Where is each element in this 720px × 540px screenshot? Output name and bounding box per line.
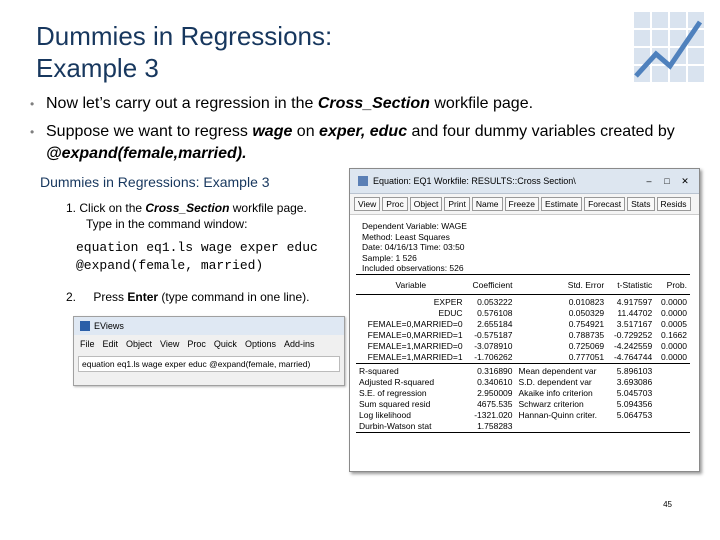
slide-title-line1: Dummies in Regressions: bbox=[36, 21, 333, 51]
chart-logo-icon bbox=[632, 10, 708, 84]
equation-window bbox=[349, 168, 700, 472]
table-cell: FEMALE=1,MARRIED=0 bbox=[367, 340, 463, 351]
menu-item-add-ins[interactable]: Add-ins bbox=[283, 339, 315, 349]
column-header: t-Statistic bbox=[617, 279, 653, 290]
column-header: Coefficient bbox=[472, 279, 513, 290]
equation-icon bbox=[358, 176, 368, 186]
menu-item-file[interactable]: File bbox=[80, 339, 95, 349]
table-row bbox=[356, 297, 690, 308]
column-header: Variable bbox=[395, 279, 427, 290]
stats-row bbox=[356, 410, 690, 421]
estimate-button[interactable]: Estimate bbox=[541, 197, 582, 211]
bullet-1: • Now let’s carry out a regression in the Cross_Section workfile page. bbox=[30, 95, 534, 112]
table-cell: 0.725069 bbox=[568, 340, 605, 351]
table-cell: FEMALE=1,MARRIED=1 bbox=[367, 351, 463, 362]
table-row bbox=[356, 352, 690, 364]
bullet-list bbox=[30, 93, 710, 165]
view-button[interactable]: View bbox=[354, 197, 380, 211]
eviews-titlebar: EViews bbox=[74, 317, 344, 335]
table-cell: 4.917597 bbox=[616, 296, 653, 307]
table-row bbox=[356, 319, 690, 330]
stats-cell: -1321.020 bbox=[474, 409, 513, 420]
embedded-slide-title: Dummies in Regressions: Example 3 bbox=[40, 174, 270, 190]
table-cell: -3.078910 bbox=[474, 340, 513, 351]
table-cell: EDUC bbox=[438, 307, 463, 318]
stats-row bbox=[356, 377, 690, 388]
forecast-button[interactable]: Forecast bbox=[584, 197, 625, 211]
step-1: 1. Click on the Cross_Section workfile page. Type in the command window: bbox=[66, 201, 307, 231]
table-cell: 0.1662 bbox=[661, 329, 687, 340]
stats-cell: 0.316890 bbox=[477, 365, 513, 376]
table-separator bbox=[356, 432, 690, 435]
table-cell: -4.764744 bbox=[613, 351, 653, 362]
eviews-menu-bar bbox=[74, 335, 344, 353]
table-cell: 0.0000 bbox=[661, 351, 687, 362]
stats-row bbox=[356, 366, 690, 377]
step-2: 2. Press Enter (type command in one line). bbox=[66, 290, 310, 304]
table-cell: 0.777051 bbox=[568, 351, 605, 362]
stats-cell: 2.950009 bbox=[477, 387, 513, 398]
stats-button[interactable]: Stats bbox=[627, 197, 654, 211]
table-cell: -0.729252 bbox=[613, 329, 653, 340]
table-cell: -1.706262 bbox=[474, 351, 513, 362]
slide-title bbox=[36, 20, 332, 84]
eviews-app-icon bbox=[80, 321, 90, 331]
stats-cell: 5.045703 bbox=[616, 387, 653, 398]
table-cell: 3.517167 bbox=[616, 318, 653, 329]
stats-cell: Log likelihood bbox=[359, 409, 411, 420]
proc-button[interactable]: Proc bbox=[382, 197, 407, 211]
stats-cell: Sum squared resid bbox=[359, 398, 431, 409]
table-cell: FEMALE=0,MARRIED=1 bbox=[367, 329, 463, 340]
equation-titlebar: Equation: EQ1 Workfile: RESULTS::Cross Section\ – □ ✕ bbox=[350, 169, 699, 194]
command-text: equation eq1.ls wage exper educ @expand(female, married) bbox=[76, 240, 318, 273]
stats-cell: Schwarz criterion bbox=[518, 398, 584, 409]
instruction-steps bbox=[66, 200, 366, 305]
slide-title-line2: Example 3 bbox=[36, 53, 159, 83]
close-icon[interactable]: ✕ bbox=[681, 175, 689, 186]
table-cell: 2.655184 bbox=[477, 318, 513, 329]
header-line: Method: Least Squares bbox=[362, 231, 450, 242]
print-button[interactable]: Print bbox=[444, 197, 469, 211]
table-cell: 0.010823 bbox=[568, 296, 605, 307]
menu-item-proc[interactable]: Proc bbox=[187, 339, 206, 349]
stats-cell: S.E. of regression bbox=[359, 387, 427, 398]
coefficient-table bbox=[356, 274, 690, 435]
equation-toolbar bbox=[350, 194, 699, 215]
stats-cell: 0.340610 bbox=[477, 376, 513, 387]
menu-item-object[interactable]: Object bbox=[126, 339, 153, 349]
menu-item-view[interactable]: View bbox=[160, 339, 180, 349]
header-line: Dependent Variable: WAGE bbox=[362, 221, 467, 231]
command-window-input[interactable]: equation eq1.ls wage exper educ @expand(female, married) bbox=[78, 356, 340, 372]
table-cell: 0.0000 bbox=[661, 307, 687, 318]
menu-item-edit[interactable]: Edit bbox=[102, 339, 119, 349]
resids-button[interactable]: Resids bbox=[657, 197, 691, 211]
table-cell: 0.053222 bbox=[477, 296, 513, 307]
column-header: Std. Error bbox=[567, 279, 605, 290]
stats-cell: 5.896103 bbox=[616, 365, 653, 376]
stats-row bbox=[356, 421, 690, 433]
stats-cell: Durbin-Watson stat bbox=[359, 420, 432, 431]
table-cell: EXPER bbox=[433, 296, 463, 307]
stats-cell: 4675.535 bbox=[477, 398, 513, 409]
table-row bbox=[356, 330, 690, 341]
table-header-row bbox=[356, 277, 690, 295]
stats-row bbox=[356, 399, 690, 410]
table-cell: -0.575187 bbox=[474, 329, 513, 340]
table-cell: 0.0000 bbox=[661, 296, 687, 307]
table-cell: FEMALE=0,MARRIED=0 bbox=[367, 318, 463, 329]
stats-cell: 5.094356 bbox=[616, 398, 653, 409]
menu-item-options[interactable]: Options bbox=[244, 339, 276, 349]
page-number: 45 bbox=[663, 500, 672, 509]
stats-row bbox=[356, 388, 690, 399]
stats-cell: S.D. dependent var bbox=[518, 376, 592, 387]
stats-cell: Hannan-Quinn criter. bbox=[518, 409, 597, 420]
menu-item-quick[interactable]: Quick bbox=[213, 339, 237, 349]
header-line: Sample: 1 526 bbox=[362, 252, 417, 263]
maximize-icon[interactable]: □ bbox=[664, 175, 670, 186]
stats-cell: 1.758283 bbox=[477, 420, 513, 431]
table-row bbox=[356, 308, 690, 319]
table-cell: 0.754921 bbox=[568, 318, 605, 329]
stats-cell: Mean dependent var bbox=[518, 365, 597, 376]
stats-cell: R-squared bbox=[359, 365, 399, 376]
table-cell: 0.050329 bbox=[568, 307, 605, 318]
table-row bbox=[356, 341, 690, 352]
column-header: Prob. bbox=[666, 279, 687, 290]
stats-cell: 3.693086 bbox=[616, 376, 653, 387]
table-cell: 0.576108 bbox=[477, 307, 513, 318]
table-cell: 11.44702 bbox=[617, 307, 653, 318]
stats-cell bbox=[516, 421, 608, 433]
header-line: Date: 04/16/13 Time: 03:50 bbox=[362, 242, 465, 252]
freeze-button[interactable]: Freeze bbox=[505, 197, 539, 211]
table-cell: 0.0005 bbox=[661, 318, 687, 329]
stats-cell: 5.064753 bbox=[616, 409, 653, 420]
stats-cell: Adjusted R-squared bbox=[359, 376, 435, 387]
table-cell: -4.242559 bbox=[613, 340, 653, 351]
name-button[interactable]: Name bbox=[472, 197, 503, 211]
bullet-2: • Suppose we want to regress wage on exper, educ and four dummy variables created by @expand(female,married). bbox=[30, 123, 675, 162]
stats-cell bbox=[607, 421, 655, 433]
stats-cell: Akaike info criterion bbox=[518, 387, 593, 398]
minimize-icon[interactable]: – bbox=[646, 175, 652, 186]
table-cell: 0.0000 bbox=[661, 340, 687, 351]
table-cell: 0.788735 bbox=[568, 329, 605, 340]
eviews-window bbox=[73, 316, 345, 386]
header-line: Included observations: 526 bbox=[362, 263, 464, 273]
object-button[interactable]: Object bbox=[410, 197, 443, 211]
equation-header bbox=[350, 215, 699, 274]
